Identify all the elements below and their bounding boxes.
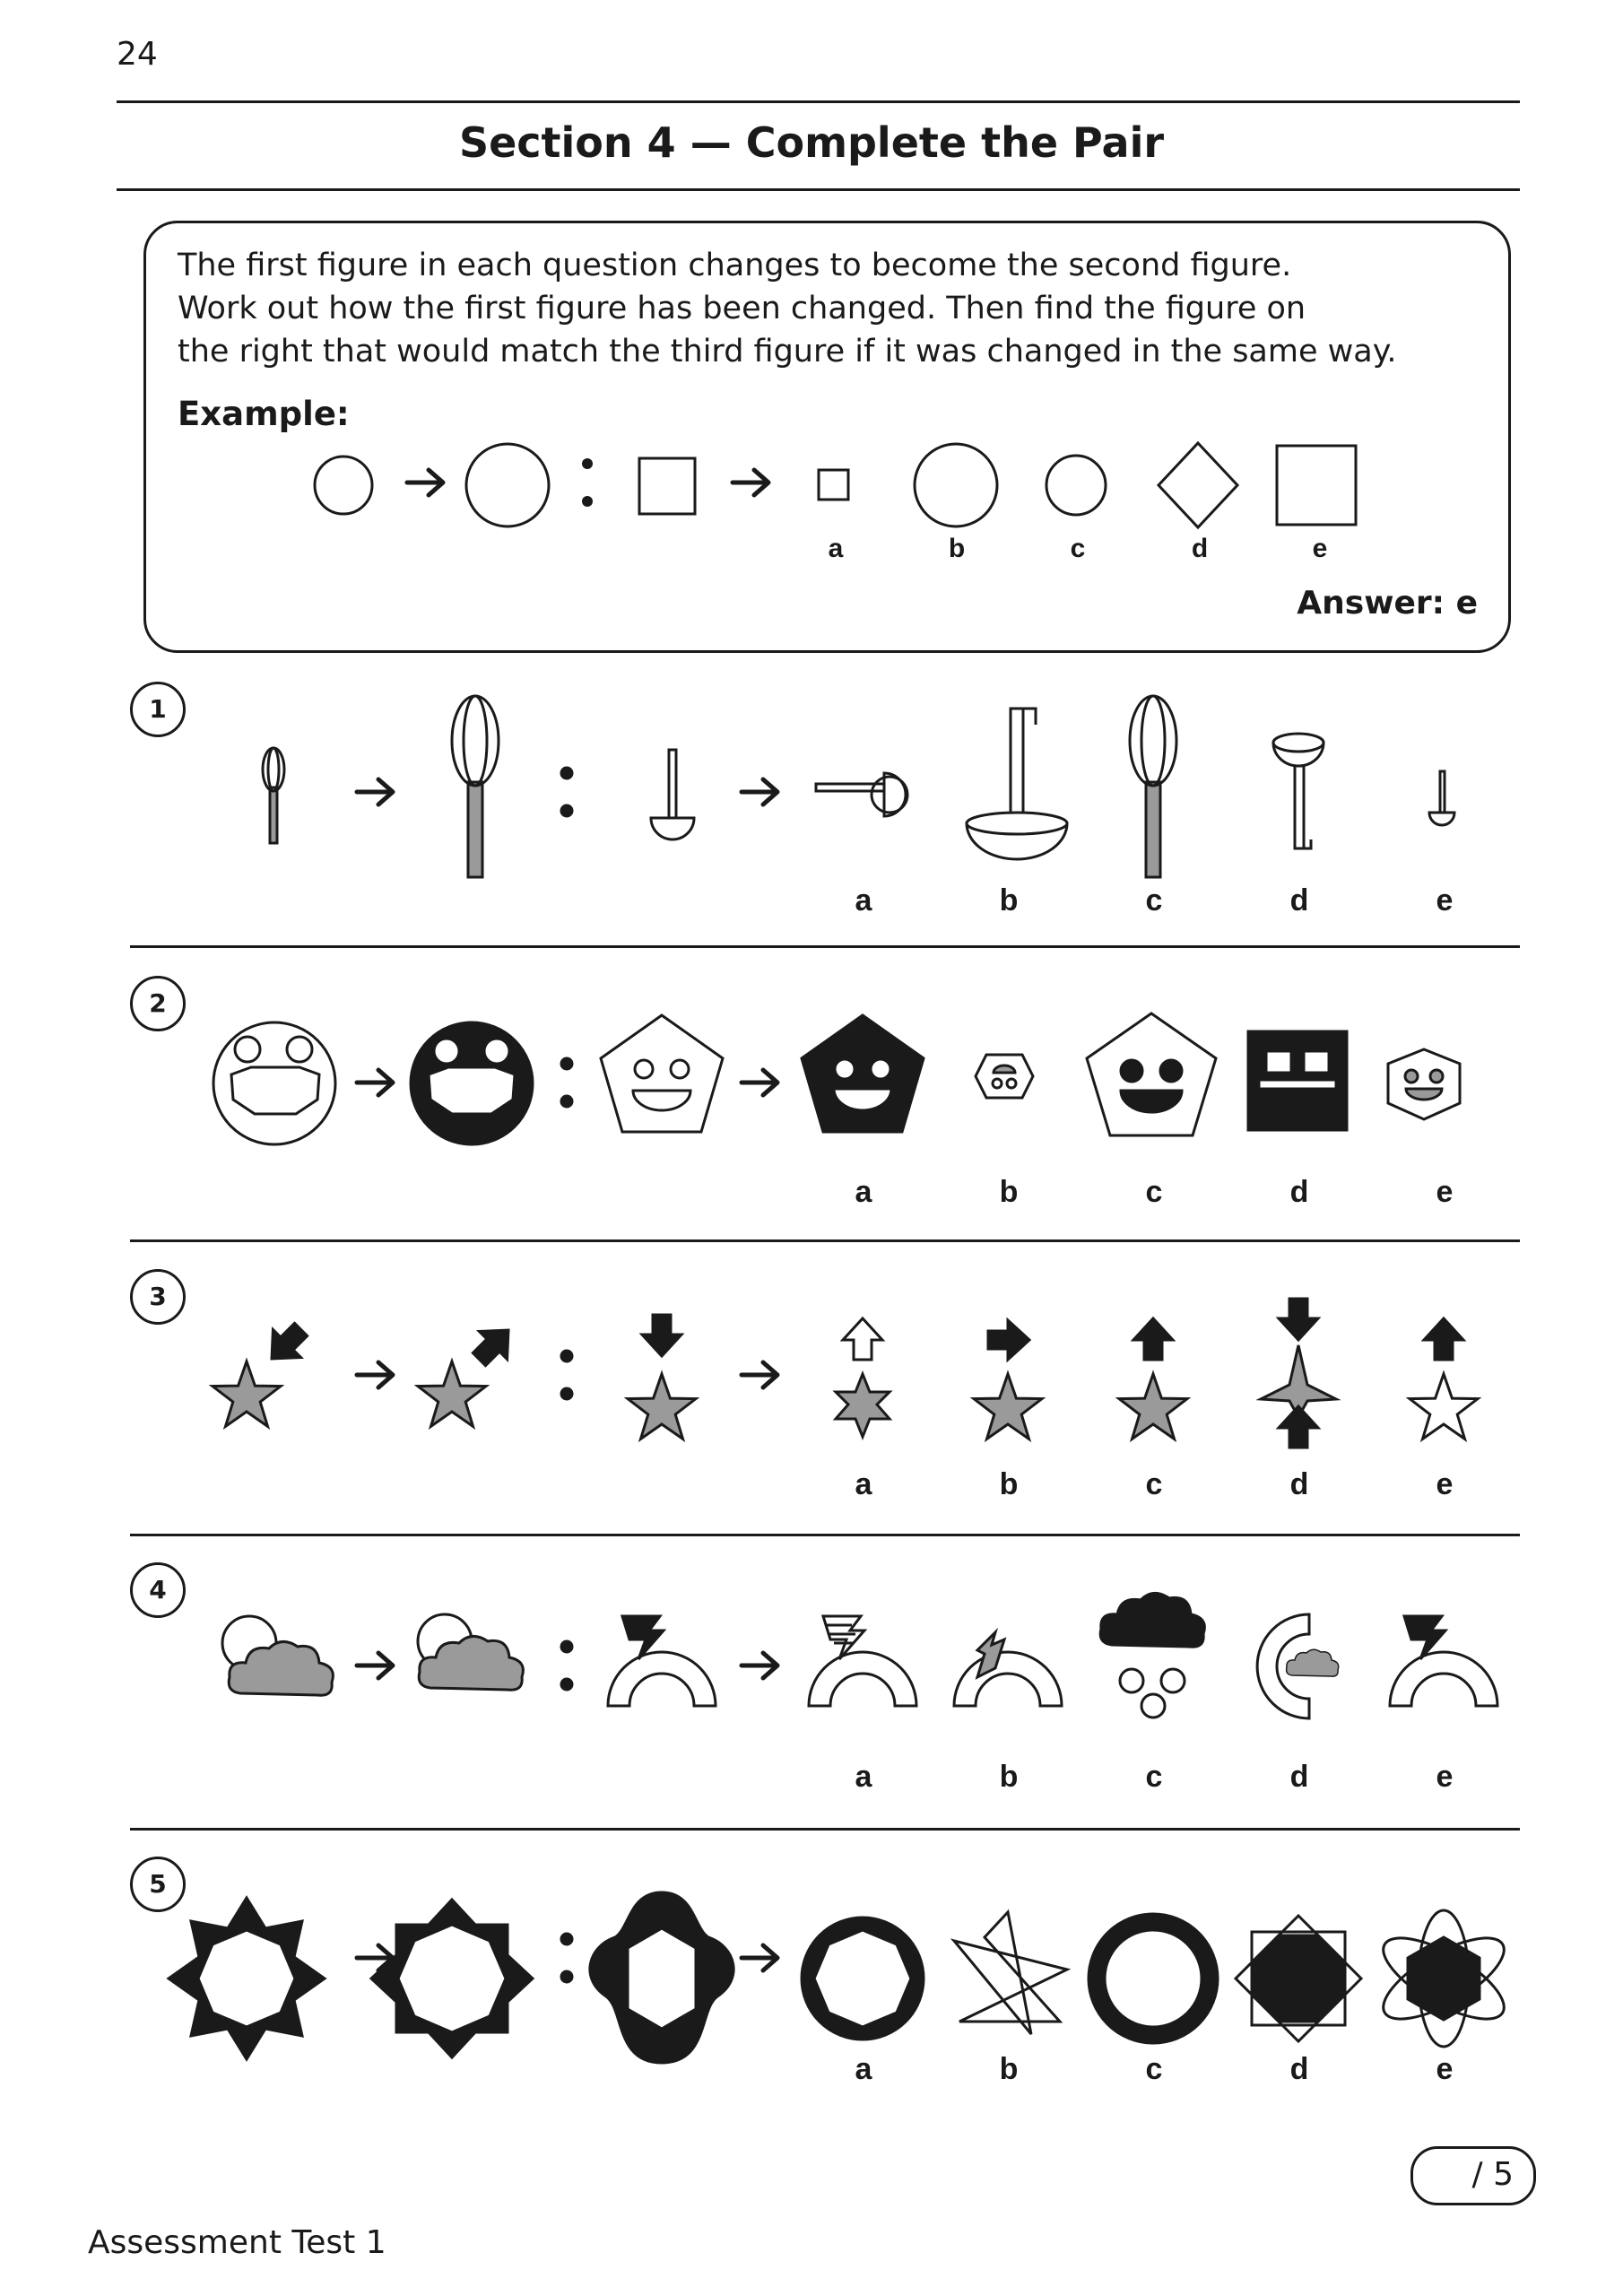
option-letter: e bbox=[1312, 534, 1328, 563]
scalloped-ring-icon bbox=[1089, 1914, 1218, 2043]
star-icon bbox=[974, 1374, 1042, 1439]
heptagram-outline-icon bbox=[954, 1912, 1067, 2034]
option-letter: b bbox=[999, 1467, 1019, 1501]
colon-icon bbox=[561, 1351, 572, 1399]
arrow-icon bbox=[742, 1070, 777, 1095]
option-letter: e bbox=[1436, 883, 1454, 918]
option-letter: e bbox=[1436, 1760, 1454, 1794]
option-letter: c bbox=[1145, 1175, 1163, 1209]
rainbow-icon bbox=[608, 1652, 716, 1706]
q4-figures bbox=[222, 1593, 1497, 1718]
question-number-3: 3 bbox=[130, 1269, 186, 1325]
star-icon bbox=[418, 1361, 486, 1426]
q3-figures bbox=[213, 1299, 1478, 1448]
arrow-up-icon bbox=[1424, 1318, 1463, 1360]
option-letter: c bbox=[1070, 534, 1086, 563]
star-icon bbox=[1119, 1374, 1187, 1439]
star-outline-icon bbox=[1410, 1374, 1478, 1439]
example-option-c bbox=[1046, 456, 1106, 515]
example-large-circle bbox=[466, 444, 549, 526]
option-letter: b bbox=[999, 1175, 1019, 1209]
option-letter: a bbox=[855, 883, 872, 918]
arrow-up-icon bbox=[1133, 1318, 1173, 1360]
option-letter: c bbox=[1145, 1760, 1163, 1794]
arrow-icon bbox=[742, 1653, 777, 1678]
ladle-small-icon bbox=[651, 750, 694, 839]
star-icon bbox=[213, 1361, 281, 1426]
option-letter: b bbox=[999, 883, 1019, 918]
colon-icon bbox=[561, 1058, 572, 1107]
option-letter: a bbox=[855, 1467, 872, 1501]
example-option-b bbox=[915, 444, 997, 526]
wavy-octagon-icon bbox=[802, 1918, 924, 2039]
instruction-line: The first figure in each question changes to become the second figure. bbox=[178, 248, 1292, 283]
option-letter: d bbox=[1289, 2052, 1309, 2086]
option-letter: d bbox=[1289, 1467, 1309, 1501]
option-letter: e bbox=[1436, 1467, 1454, 1501]
arrow-icon bbox=[357, 1362, 393, 1387]
question-number-4: 4 bbox=[130, 1562, 186, 1618]
ladle-rotated-icon bbox=[816, 773, 907, 816]
whisk-small-icon bbox=[263, 748, 284, 843]
example-option-a bbox=[819, 470, 848, 500]
arrow-icon bbox=[357, 1070, 393, 1095]
option-letter: e bbox=[1436, 1175, 1454, 1209]
arrow-down-left-icon bbox=[257, 1316, 315, 1373]
score-box: / 5 bbox=[1410, 2146, 1536, 2205]
option-letter: c bbox=[1145, 1467, 1163, 1501]
q2-figures bbox=[213, 1013, 1460, 1144]
option-letter: d bbox=[1289, 883, 1309, 918]
octagon-in-square-icon bbox=[1236, 1916, 1361, 2041]
question-number-2: 2 bbox=[130, 976, 186, 1031]
page-number: 24 bbox=[117, 36, 158, 73]
cloud-circles-icon bbox=[1100, 1593, 1204, 1718]
colon-icon bbox=[561, 768, 572, 816]
arrow-down-icon bbox=[642, 1315, 681, 1356]
q1-figures bbox=[263, 696, 1454, 877]
ladle-inverted-icon bbox=[1273, 734, 1324, 848]
arrow-up-icon bbox=[1279, 1406, 1318, 1448]
option-letter: a bbox=[855, 1760, 872, 1794]
instruction-line: Work out how the first figure has been changed. Then find the figure on bbox=[178, 291, 1306, 326]
arrow-icon bbox=[357, 1653, 393, 1678]
arrow-icon bbox=[742, 1362, 777, 1387]
option-letter: e bbox=[1436, 2052, 1454, 2086]
whisk-large-icon bbox=[452, 696, 499, 877]
six-point-star-icon bbox=[836, 1374, 890, 1437]
face-hexagon-small-icon bbox=[976, 1055, 1033, 1098]
face-pentagon-black-icon bbox=[802, 1015, 924, 1132]
ellipse-star-icon bbox=[1372, 1910, 1515, 2047]
option-letter: b bbox=[999, 1760, 1019, 1794]
option-letter: d bbox=[1289, 1760, 1309, 1794]
section-title: Section 4 — Complete the Pair bbox=[458, 118, 1165, 167]
ladle-large-icon bbox=[967, 709, 1067, 859]
square-star-black-icon bbox=[371, 1900, 533, 2057]
wavy-hexagram-icon bbox=[590, 1892, 733, 2063]
q5-figures bbox=[169, 1892, 1515, 2063]
arrow-icon bbox=[407, 470, 443, 495]
arrow-icon bbox=[742, 1945, 777, 1970]
face-circle-black-icon bbox=[411, 1022, 533, 1144]
face-square-black-icon bbox=[1248, 1031, 1347, 1130]
rainbow-icon bbox=[954, 1652, 1062, 1706]
colon-icon bbox=[582, 458, 593, 507]
example-option-e bbox=[1277, 446, 1356, 525]
example-label: Example: bbox=[178, 395, 350, 433]
octagram-black-icon bbox=[169, 1898, 325, 2059]
face-hexagon-grey-icon bbox=[1388, 1049, 1460, 1119]
option-letter: b bbox=[948, 534, 966, 563]
arrow-up-outline-icon bbox=[843, 1318, 882, 1360]
option-letter: d bbox=[1289, 1175, 1309, 1209]
arrow-up-right-icon bbox=[465, 1316, 523, 1373]
option-letter: c bbox=[1145, 2052, 1163, 2086]
example-figures bbox=[315, 443, 1356, 527]
option-letter: a bbox=[828, 534, 844, 563]
arrow-icon bbox=[742, 779, 777, 804]
question-number-1: 1 bbox=[130, 682, 186, 737]
example-answer: Answer: e bbox=[1297, 585, 1478, 622]
star-icon bbox=[628, 1374, 696, 1439]
option-letter: b bbox=[999, 2052, 1019, 2086]
colon-icon bbox=[561, 1641, 572, 1690]
option-letter: c bbox=[1145, 883, 1163, 918]
option-letter: a bbox=[855, 1175, 872, 1209]
rainbow-icon bbox=[1390, 1652, 1497, 1706]
colon-icon bbox=[561, 1934, 572, 1982]
face-pentagon-large-icon bbox=[1087, 1013, 1216, 1135]
rainbow-cloud-icon bbox=[1257, 1614, 1339, 1718]
question-number-5: 5 bbox=[130, 1857, 186, 1912]
whisk-option-icon bbox=[1130, 696, 1176, 877]
face-pentagon-white-icon bbox=[601, 1015, 723, 1132]
example-square bbox=[639, 458, 695, 514]
arrow-right-icon bbox=[988, 1320, 1029, 1360]
footer-label: Assessment Test 1 bbox=[88, 2224, 386, 2261]
face-circle-white-icon bbox=[213, 1022, 335, 1144]
arrow-icon bbox=[357, 779, 393, 804]
option-letter: a bbox=[855, 2052, 872, 2086]
example-option-d bbox=[1159, 443, 1237, 527]
arrow-icon bbox=[733, 470, 768, 495]
rainbow-icon bbox=[809, 1652, 916, 1706]
option-letter: d bbox=[1191, 534, 1209, 563]
example-small-circle bbox=[315, 457, 372, 514]
instruction-line: the right that would match the third figure if it was changed in the same way. bbox=[178, 334, 1397, 370]
arrow-down-icon bbox=[1279, 1299, 1318, 1340]
ladle-tiny-icon bbox=[1429, 771, 1454, 825]
